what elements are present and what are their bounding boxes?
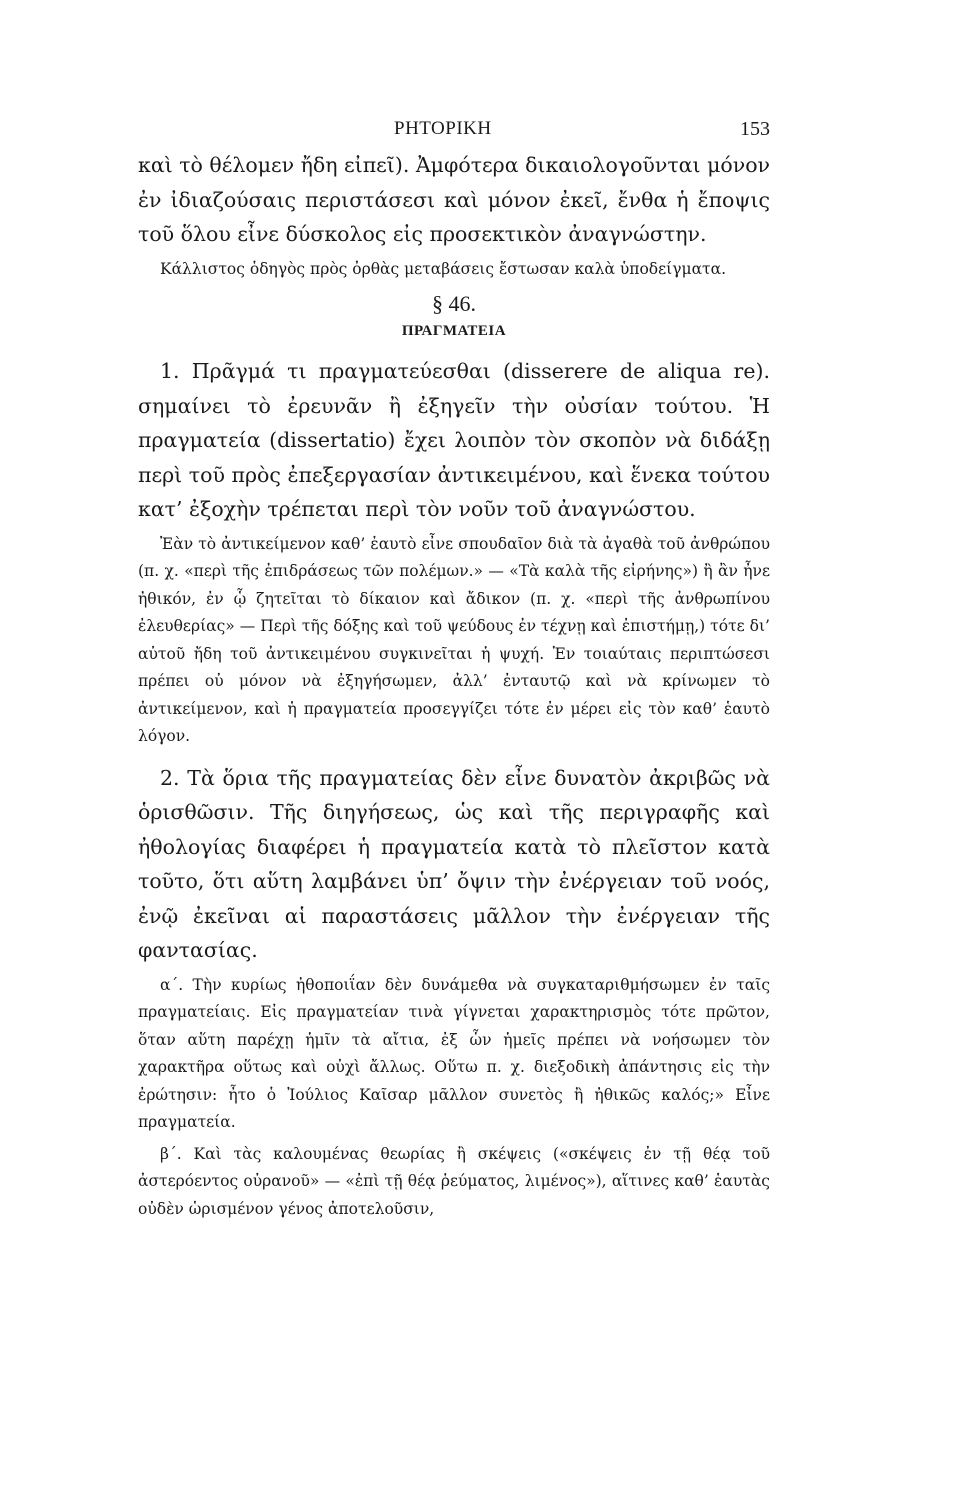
page-header [138,118,770,148]
paragraph-continuation: καὶ τὸ θέλομεν ἤδη εἰπεῖ). Ἀμφότερα δικαιολογοῦνται μόνον ἐν ἰδιαζούσαις περιστάσεσι καὶ μόνον ἐκεῖ, ἔνθα ἡ ἔποψις τοῦ ὅλου εἶνε δύσκολος εἰς προσεκτικὸν ἀναγνώστην. [138,153,771,246]
note-alpha: α΄. Τὴν κυρίως ἠθοποιΐαν δὲν δυνάμεθα νὰ συγκαταριθμήσωμεν ἐν ταῖς πραγματείαις. Εἰς πραγματείαν τινὰ γίγνεται χαρακτηρισμὸς τότε πρῶτον, ὅταν αὕτη παρέχῃ ἡμῖν τὰ αἴτια, ἐξ ὧν ἡμεῖς πρέπει νὰ νοήσωμεν τὸν χαρακτῆρα οὕτως καὶ οὐχὶ ἄλλως. Οὕτω π. χ. διεξοδικὴ ἀπάντησις εἰς τὴν ἐρώτησιν: ἦτο ὁ Ἰούλιος Καῖσαρ μᾶλλον συνετὸς ἢ ἠθικῶς καλός;» Εἶνε πραγματεία. [138,975,770,1131]
section-title: ΠΡΑΓΜΑΤΕΙΑ [401,323,507,339]
note-beta: β΄. Καὶ τὰς καλουμένας θεωρίας ἢ σκέψεις («σκέψεις ἐν τῇ θέᾳ τοῦ ἀστερόεντος οὐρανοῦ» — «ἐπὶ τῇ θέᾳ ῥεύματος, λιμένος»), αἵτινες καθ’ ἑαυτὰς οὐδὲν ὡρισμένον γένος ἀποτελοῦσιν, [138,1144,770,1218]
note-1: Ἐὰν τὸ ἀντικείμενον καθ’ ἑαυτὸ εἶνε σπουδαῖον διὰ τὰ ἀγαθὰ τοῦ ἀνθρώπου (π. χ. «περὶ τῆς ἐπιδράσεως τῶν πολέμων.» — «Τὰ καλὰ τῆς εἰρήνης») ἢ ἂν ἦνε ἠθικόν, ἐν ᾧ ζητεῖται τὸ δίκαιον καὶ ἄδικον (π. χ. «περὶ τῆς ἀνθρωπίνου ἐλευθερίας» — Περὶ τῆς δόξης καὶ τοῦ ψεύδους ἐν τέχνῃ καὶ ἐπιστήμῃ,) τότε δι’ αὐτοῦ ἤδη τοῦ ἀντικειμένου συγκινεῖται ἡ ψυχή. Ἐν τοιαύταις περιπτώσεσι πρέπει οὐ μόνον νὰ ἐξηγήσωμεν, ἀλλ’ ἐνταυτῷ καὶ νὰ κρίνωμεν τὸ ἀντικείμενον, καὶ ἡ πραγματεία προσεγγίζει τότε ἐν μέρει εἰς τὸν καθ’ ἑαυτὸ λόγον. [138,534,770,745]
section-number: § 46. [432,291,476,316]
page-number: 153 [740,118,770,140]
running-title: ΡΗΤΟΡΙΚΗ [394,118,492,139]
book-page [138,118,770,1223]
note-models: Κάλλιστος ὁδηγὸς πρὸς ὀρθὰς μεταβάσεις ἔστωσαν καλὰ ὑποδείγματα. [160,259,727,278]
paragraph-1: 1. Πρᾶγμά τι πραγματεύεσθαι (disserere de aliqua re). σημαίνει τὸ ἐρευνᾶν ἢ ἐξηγεῖν τὴν οὐσίαν τούτου. Ἡ πραγματεία (dissertatio) ἔχει λοιπὸν τὸν σκοπὸν νὰ διδάξῃ περὶ τοῦ πρὸς ἐπεξεργασίαν ἀντικειμένου, καὶ ἕνεκα τούτου κατ’ ἐξοχὴν τρέπεται περὶ τὸν νοῦν τοῦ ἀναγνώστου. [138,359,770,521]
paragraph-2: 2. Τὰ ὅρια τῆς πραγματείας δὲν εἶνε δυνατὸν ἀκριβῶς νὰ ὁρισθῶσιν. Τῆς διηγήσεως, ὡς καὶ τῆς περιγραφῆς καὶ ἠθολογίας διαφέρει ἡ πραγματεία κατὰ τὸ πλεῖστον κατὰ τοῦτο, ὅτι αὕτη λαμβάνει ὑπ’ ὄψιν τὴν ἐνέργειαν τοῦ νοός, ἐνῷ ἐκεῖναι αἱ παραστάσεις μᾶλλον τὴν ἐνέργειαν τῆς φαντασίας. [138,765,770,962]
